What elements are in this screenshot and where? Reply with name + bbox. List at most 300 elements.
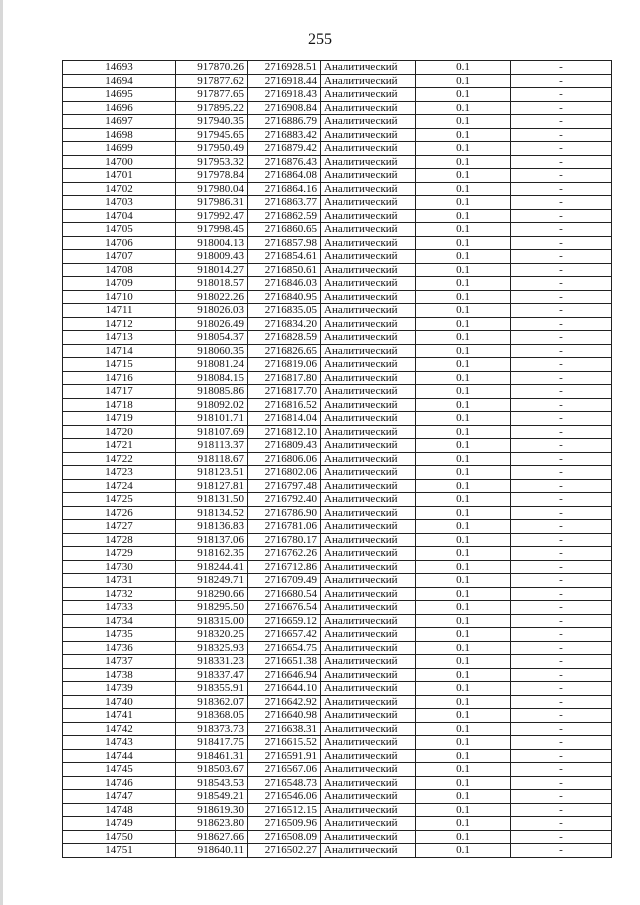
y-coordinate-cell: 2716512.15 [248, 803, 321, 817]
table-row [63, 290, 612, 304]
method-cell: Аналитический [321, 425, 416, 439]
point-number-cell: 14735 [63, 628, 176, 642]
table-row [63, 169, 612, 183]
method-cell: Аналитический [321, 709, 416, 723]
x-coordinate-cell: 918137.06 [176, 533, 248, 547]
accuracy-cell: 0.1 [416, 236, 511, 250]
y-coordinate-cell: 2716651.38 [248, 655, 321, 669]
x-coordinate-cell: 918113.37 [176, 439, 248, 453]
point-number-cell: 14736 [63, 641, 176, 655]
point-number-cell: 14705 [63, 223, 176, 237]
point-number-cell: 14695 [63, 88, 176, 102]
method-cell: Аналитический [321, 358, 416, 372]
y-coordinate-cell: 2716863.77 [248, 196, 321, 210]
x-coordinate-cell: 918134.52 [176, 506, 248, 520]
y-coordinate-cell: 2716781.06 [248, 520, 321, 534]
table-row [63, 641, 612, 655]
method-cell: Аналитический [321, 830, 416, 844]
accuracy-cell: 0.1 [416, 223, 511, 237]
accuracy-cell: 0.1 [416, 682, 511, 696]
method-cell: Аналитический [321, 155, 416, 169]
point-number-cell: 14730 [63, 560, 176, 574]
point-number-cell: 14709 [63, 277, 176, 291]
table-row [63, 358, 612, 372]
point-number-cell: 14740 [63, 695, 176, 709]
method-cell: Аналитический [321, 695, 416, 709]
note-cell: - [511, 182, 612, 196]
y-coordinate-cell: 2716834.20 [248, 317, 321, 331]
method-cell: Аналитический [321, 412, 416, 426]
note-cell: - [511, 250, 612, 264]
accuracy-cell: 0.1 [416, 817, 511, 831]
x-coordinate-cell: 918014.27 [176, 263, 248, 277]
note-cell: - [511, 790, 612, 804]
table-row [63, 547, 612, 561]
method-cell: Аналитический [321, 236, 416, 250]
point-number-cell: 14748 [63, 803, 176, 817]
y-coordinate-cell: 2716883.42 [248, 128, 321, 142]
point-number-cell: 14734 [63, 614, 176, 628]
accuracy-cell: 0.1 [416, 844, 511, 858]
accuracy-cell: 0.1 [416, 439, 511, 453]
table-row [63, 263, 612, 277]
method-cell: Аналитический [321, 101, 416, 115]
method-cell: Аналитический [321, 209, 416, 223]
method-cell: Аналитический [321, 547, 416, 561]
point-number-cell: 14711 [63, 304, 176, 318]
table-row [63, 844, 612, 858]
table-row [63, 115, 612, 129]
method-cell: Аналитический [321, 263, 416, 277]
point-number-cell: 14707 [63, 250, 176, 264]
accuracy-cell: 0.1 [416, 155, 511, 169]
table-row [63, 668, 612, 682]
y-coordinate-cell: 2716928.51 [248, 61, 321, 75]
method-cell: Аналитический [321, 452, 416, 466]
point-number-cell: 14697 [63, 115, 176, 129]
note-cell: - [511, 776, 612, 790]
method-cell: Аналитический [321, 587, 416, 601]
point-number-cell: 14700 [63, 155, 176, 169]
x-coordinate-cell: 918373.73 [176, 722, 248, 736]
x-coordinate-cell: 918503.67 [176, 763, 248, 777]
method-cell: Аналитический [321, 115, 416, 129]
x-coordinate-cell: 917895.22 [176, 101, 248, 115]
table-row [63, 628, 612, 642]
table-row [63, 398, 612, 412]
accuracy-cell: 0.1 [416, 668, 511, 682]
point-number-cell: 14721 [63, 439, 176, 453]
x-coordinate-cell: 918368.05 [176, 709, 248, 723]
x-coordinate-cell: 917980.04 [176, 182, 248, 196]
x-coordinate-cell: 918461.31 [176, 749, 248, 763]
note-cell: - [511, 695, 612, 709]
note-cell: - [511, 844, 612, 858]
accuracy-cell: 0.1 [416, 574, 511, 588]
x-coordinate-cell: 918004.13 [176, 236, 248, 250]
accuracy-cell: 0.1 [416, 317, 511, 331]
y-coordinate-cell: 2716546.06 [248, 790, 321, 804]
method-cell: Аналитический [321, 371, 416, 385]
table-row [63, 682, 612, 696]
point-number-cell: 14727 [63, 520, 176, 534]
table-row [63, 763, 612, 777]
table-row [63, 817, 612, 831]
y-coordinate-cell: 2716819.06 [248, 358, 321, 372]
accuracy-cell: 0.1 [416, 250, 511, 264]
method-cell: Аналитический [321, 844, 416, 858]
point-number-cell: 14741 [63, 709, 176, 723]
x-coordinate-cell: 918131.50 [176, 493, 248, 507]
y-coordinate-cell: 2716828.59 [248, 331, 321, 345]
method-cell: Аналитический [321, 628, 416, 642]
x-coordinate-cell: 918627.66 [176, 830, 248, 844]
point-number-cell: 14725 [63, 493, 176, 507]
point-number-cell: 14744 [63, 749, 176, 763]
table-row [63, 236, 612, 250]
y-coordinate-cell: 2716567.06 [248, 763, 321, 777]
point-number-cell: 14732 [63, 587, 176, 601]
accuracy-cell: 0.1 [416, 466, 511, 480]
y-coordinate-cell: 2716615.52 [248, 736, 321, 750]
method-cell: Аналитический [321, 506, 416, 520]
note-cell: - [511, 763, 612, 777]
method-cell: Аналитический [321, 749, 416, 763]
x-coordinate-cell: 918018.57 [176, 277, 248, 291]
accuracy-cell: 0.1 [416, 331, 511, 345]
method-cell: Аналитический [321, 682, 416, 696]
accuracy-cell: 0.1 [416, 344, 511, 358]
scan-left-edge [0, 0, 3, 905]
y-coordinate-cell: 2716918.43 [248, 88, 321, 102]
method-cell: Аналитический [321, 128, 416, 142]
accuracy-cell: 0.1 [416, 614, 511, 628]
accuracy-cell: 0.1 [416, 695, 511, 709]
x-coordinate-cell: 918320.25 [176, 628, 248, 642]
note-cell: - [511, 425, 612, 439]
accuracy-cell: 0.1 [416, 290, 511, 304]
y-coordinate-cell: 2716797.48 [248, 479, 321, 493]
accuracy-cell: 0.1 [416, 533, 511, 547]
note-cell: - [511, 277, 612, 291]
table-row [63, 196, 612, 210]
point-number-cell: 14696 [63, 101, 176, 115]
point-number-cell: 14746 [63, 776, 176, 790]
note-cell: - [511, 101, 612, 115]
point-number-cell: 14728 [63, 533, 176, 547]
method-cell: Аналитический [321, 493, 416, 507]
x-coordinate-cell: 918249.71 [176, 574, 248, 588]
point-number-cell: 14739 [63, 682, 176, 696]
x-coordinate-cell: 918085.86 [176, 385, 248, 399]
note-cell: - [511, 601, 612, 615]
note-cell: - [511, 641, 612, 655]
x-coordinate-cell: 918295.50 [176, 601, 248, 615]
note-cell: - [511, 88, 612, 102]
method-cell: Аналитический [321, 88, 416, 102]
accuracy-cell: 0.1 [416, 547, 511, 561]
x-coordinate-cell: 918325.93 [176, 641, 248, 655]
table-row [63, 74, 612, 88]
y-coordinate-cell: 2716657.42 [248, 628, 321, 642]
table-row [63, 385, 612, 399]
table-row [63, 223, 612, 237]
table-row [63, 614, 612, 628]
note-cell: - [511, 520, 612, 534]
y-coordinate-cell: 2716809.43 [248, 439, 321, 453]
y-coordinate-cell: 2716792.40 [248, 493, 321, 507]
note-cell: - [511, 263, 612, 277]
table-row [63, 790, 612, 804]
accuracy-cell: 0.1 [416, 209, 511, 223]
accuracy-cell: 0.1 [416, 169, 511, 183]
accuracy-cell: 0.1 [416, 398, 511, 412]
accuracy-cell: 0.1 [416, 101, 511, 115]
table-row [63, 304, 612, 318]
note-cell: - [511, 223, 612, 237]
table-row [63, 250, 612, 264]
table-row [63, 736, 612, 750]
point-number-cell: 14693 [63, 61, 176, 75]
y-coordinate-cell: 2716642.92 [248, 695, 321, 709]
note-cell: - [511, 803, 612, 817]
method-cell: Аналитический [321, 466, 416, 480]
x-coordinate-cell: 918355.91 [176, 682, 248, 696]
table-row [63, 439, 612, 453]
x-coordinate-cell: 918118.67 [176, 452, 248, 466]
method-cell: Аналитический [321, 655, 416, 669]
x-coordinate-cell: 918619.30 [176, 803, 248, 817]
method-cell: Аналитический [321, 817, 416, 831]
x-coordinate-cell: 918337.47 [176, 668, 248, 682]
y-coordinate-cell: 2716780.17 [248, 533, 321, 547]
y-coordinate-cell: 2716812.10 [248, 425, 321, 439]
y-coordinate-cell: 2716591.91 [248, 749, 321, 763]
table-row [63, 182, 612, 196]
method-cell: Аналитический [321, 479, 416, 493]
x-coordinate-cell: 917998.45 [176, 223, 248, 237]
table-row [63, 277, 612, 291]
accuracy-cell: 0.1 [416, 506, 511, 520]
note-cell: - [511, 317, 612, 331]
y-coordinate-cell: 2716640.98 [248, 709, 321, 723]
note-cell: - [511, 61, 612, 75]
note-cell: - [511, 655, 612, 669]
y-coordinate-cell: 2716638.31 [248, 722, 321, 736]
method-cell: Аналитический [321, 223, 416, 237]
method-cell: Аналитический [321, 574, 416, 588]
x-coordinate-cell: 918060.35 [176, 344, 248, 358]
note-cell: - [511, 331, 612, 345]
y-coordinate-cell: 2716502.27 [248, 844, 321, 858]
method-cell: Аналитический [321, 304, 416, 318]
y-coordinate-cell: 2716850.61 [248, 263, 321, 277]
table-row [63, 209, 612, 223]
method-cell: Аналитический [321, 560, 416, 574]
note-cell: - [511, 236, 612, 250]
method-cell: Аналитический [321, 331, 416, 345]
x-coordinate-cell: 918315.00 [176, 614, 248, 628]
accuracy-cell: 0.1 [416, 749, 511, 763]
method-cell: Аналитический [321, 277, 416, 291]
accuracy-cell: 0.1 [416, 88, 511, 102]
table-row [63, 695, 612, 709]
accuracy-cell: 0.1 [416, 722, 511, 736]
x-coordinate-cell: 918290.66 [176, 587, 248, 601]
point-number-cell: 14733 [63, 601, 176, 615]
accuracy-cell: 0.1 [416, 763, 511, 777]
table-row [63, 655, 612, 669]
point-number-cell: 14731 [63, 574, 176, 588]
accuracy-cell: 0.1 [416, 776, 511, 790]
method-cell: Аналитический [321, 169, 416, 183]
y-coordinate-cell: 2716508.09 [248, 830, 321, 844]
note-cell: - [511, 398, 612, 412]
x-coordinate-cell: 918026.49 [176, 317, 248, 331]
x-coordinate-cell: 917978.84 [176, 169, 248, 183]
x-coordinate-cell: 918549.21 [176, 790, 248, 804]
y-coordinate-cell: 2716908.84 [248, 101, 321, 115]
x-coordinate-cell: 918127.81 [176, 479, 248, 493]
note-cell: - [511, 506, 612, 520]
note-cell: - [511, 155, 612, 169]
x-coordinate-cell: 918107.69 [176, 425, 248, 439]
y-coordinate-cell: 2716862.59 [248, 209, 321, 223]
table-row [63, 574, 612, 588]
note-cell: - [511, 493, 612, 507]
accuracy-cell: 0.1 [416, 493, 511, 507]
x-coordinate-cell: 918101.71 [176, 412, 248, 426]
accuracy-cell: 0.1 [416, 182, 511, 196]
point-number-cell: 14724 [63, 479, 176, 493]
accuracy-cell: 0.1 [416, 74, 511, 88]
note-cell: - [511, 385, 612, 399]
method-cell: Аналитический [321, 520, 416, 534]
table-row [63, 830, 612, 844]
y-coordinate-cell: 2716676.54 [248, 601, 321, 615]
x-coordinate-cell: 918123.51 [176, 466, 248, 480]
point-number-cell: 14751 [63, 844, 176, 858]
point-number-cell: 14722 [63, 452, 176, 466]
accuracy-cell: 0.1 [416, 587, 511, 601]
method-cell: Аналитический [321, 668, 416, 682]
y-coordinate-cell: 2716817.70 [248, 385, 321, 399]
note-cell: - [511, 547, 612, 561]
x-coordinate-cell: 918026.03 [176, 304, 248, 318]
note-cell: - [511, 412, 612, 426]
accuracy-cell: 0.1 [416, 655, 511, 669]
table-row [63, 425, 612, 439]
note-cell: - [511, 830, 612, 844]
point-number-cell: 14720 [63, 425, 176, 439]
note-cell: - [511, 709, 612, 723]
y-coordinate-cell: 2716786.90 [248, 506, 321, 520]
y-coordinate-cell: 2716864.16 [248, 182, 321, 196]
note-cell: - [511, 466, 612, 480]
point-number-cell: 14702 [63, 182, 176, 196]
accuracy-cell: 0.1 [416, 385, 511, 399]
accuracy-cell: 0.1 [416, 277, 511, 291]
note-cell: - [511, 358, 612, 372]
y-coordinate-cell: 2716814.04 [248, 412, 321, 426]
y-coordinate-cell: 2716806.06 [248, 452, 321, 466]
method-cell: Аналитический [321, 182, 416, 196]
y-coordinate-cell: 2716644.10 [248, 682, 321, 696]
table-row [63, 452, 612, 466]
accuracy-cell: 0.1 [416, 803, 511, 817]
method-cell: Аналитический [321, 736, 416, 750]
y-coordinate-cell: 2716826.65 [248, 344, 321, 358]
x-coordinate-cell: 918331.23 [176, 655, 248, 669]
table-row [63, 493, 612, 507]
y-coordinate-cell: 2716680.54 [248, 587, 321, 601]
note-cell: - [511, 371, 612, 385]
x-coordinate-cell: 918623.80 [176, 817, 248, 831]
accuracy-cell: 0.1 [416, 641, 511, 655]
accuracy-cell: 0.1 [416, 479, 511, 493]
note-cell: - [511, 817, 612, 831]
accuracy-cell: 0.1 [416, 520, 511, 534]
y-coordinate-cell: 2716860.65 [248, 223, 321, 237]
method-cell: Аналитический [321, 439, 416, 453]
table-row [63, 128, 612, 142]
method-cell: Аналитический [321, 763, 416, 777]
point-number-cell: 14718 [63, 398, 176, 412]
table-row [63, 803, 612, 817]
point-number-cell: 14747 [63, 790, 176, 804]
table-row [63, 466, 612, 480]
note-cell: - [511, 439, 612, 453]
note-cell: - [511, 344, 612, 358]
point-number-cell: 14743 [63, 736, 176, 750]
x-coordinate-cell: 918084.15 [176, 371, 248, 385]
accuracy-cell: 0.1 [416, 601, 511, 615]
point-number-cell: 14750 [63, 830, 176, 844]
point-number-cell: 14704 [63, 209, 176, 223]
method-cell: Аналитический [321, 790, 416, 804]
method-cell: Аналитический [321, 601, 416, 615]
note-cell: - [511, 169, 612, 183]
x-coordinate-cell: 918362.07 [176, 695, 248, 709]
y-coordinate-cell: 2716817.80 [248, 371, 321, 385]
method-cell: Аналитический [321, 317, 416, 331]
table-row [63, 722, 612, 736]
y-coordinate-cell: 2716835.05 [248, 304, 321, 318]
table-row [63, 371, 612, 385]
y-coordinate-cell: 2716876.43 [248, 155, 321, 169]
table-row [63, 520, 612, 534]
method-cell: Аналитический [321, 641, 416, 655]
x-coordinate-cell: 918092.02 [176, 398, 248, 412]
y-coordinate-cell: 2716857.98 [248, 236, 321, 250]
method-cell: Аналитический [321, 142, 416, 156]
accuracy-cell: 0.1 [416, 425, 511, 439]
accuracy-cell: 0.1 [416, 61, 511, 75]
table-row [63, 142, 612, 156]
x-coordinate-cell: 917950.49 [176, 142, 248, 156]
note-cell: - [511, 722, 612, 736]
method-cell: Аналитический [321, 385, 416, 399]
note-cell: - [511, 682, 612, 696]
coordinates-table [62, 60, 612, 858]
table-row [63, 101, 612, 115]
y-coordinate-cell: 2716659.12 [248, 614, 321, 628]
note-cell: - [511, 560, 612, 574]
x-coordinate-cell: 917986.31 [176, 196, 248, 210]
accuracy-cell: 0.1 [416, 115, 511, 129]
table-row [63, 155, 612, 169]
y-coordinate-cell: 2716816.52 [248, 398, 321, 412]
